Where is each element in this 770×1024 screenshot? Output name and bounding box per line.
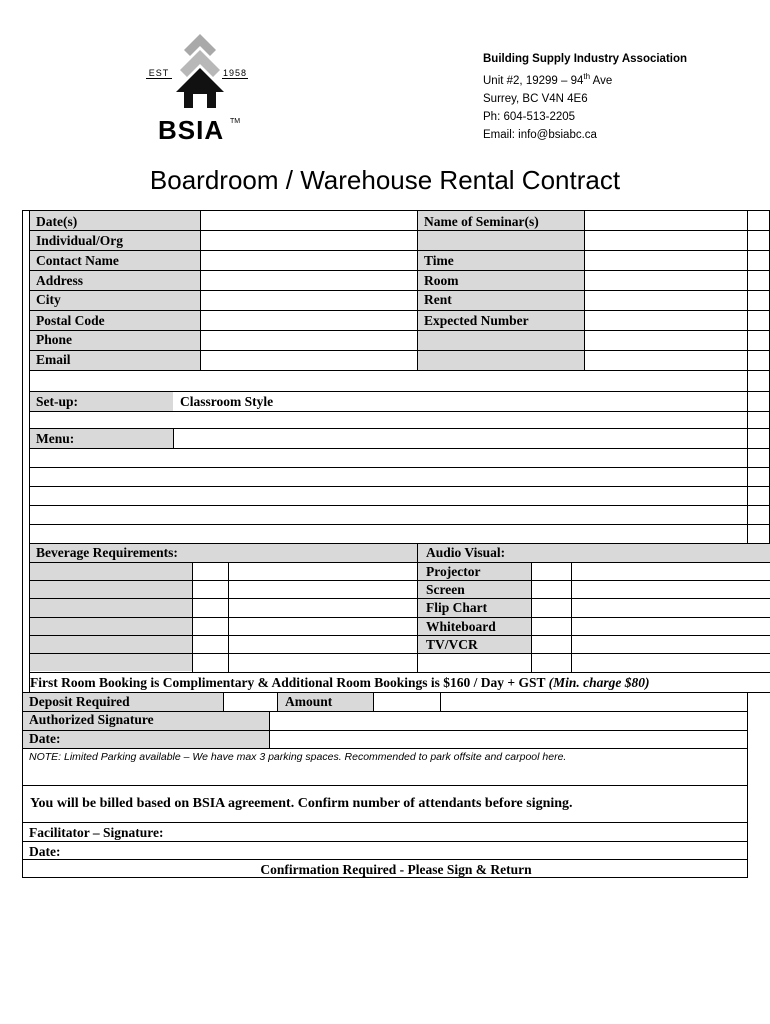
grid-line — [22, 748, 748, 749]
label-deposit: Deposit Required — [29, 694, 130, 709]
grid-line — [29, 543, 770, 544]
label-city: City — [36, 292, 61, 307]
address-line-1: Unit #2, 19299 – 94th Ave — [483, 72, 613, 87]
grid-line — [29, 505, 770, 506]
grid-line — [531, 562, 532, 672]
label-signature-date: Date: — [29, 731, 61, 746]
parking-note: NOTE: Limited Parking available – We have max 3 parking spaces. Recommended to park offsite and carpool here. — [29, 751, 567, 763]
label-setup: Set-up: — [36, 394, 79, 409]
grid-line — [29, 411, 770, 412]
input-dates[interactable] — [201, 211, 417, 230]
label-email: Email — [36, 352, 71, 367]
av-item-tv-vcr: TV/VCR — [426, 637, 478, 652]
grid-line — [29, 370, 770, 371]
label-amount: Amount — [285, 694, 333, 709]
setup-value[interactable]: Classroom Style — [180, 394, 274, 409]
input-menu[interactable] — [174, 429, 747, 448]
org-name: Building Supply Industry Association — [483, 53, 688, 65]
label-rent: Rent — [424, 292, 452, 307]
grid-line — [29, 580, 770, 581]
grid-line — [223, 692, 224, 711]
input-phone[interactable] — [201, 331, 417, 350]
label-contact-name: Contact Name — [36, 253, 119, 268]
label-menu: Menu: — [36, 431, 75, 446]
grid-line — [29, 250, 770, 251]
grid-line — [29, 330, 770, 331]
input-contact-name[interactable] — [201, 251, 417, 270]
org-email[interactable]: Email: info@bsiabc.ca — [483, 128, 597, 141]
grid-line — [29, 391, 770, 392]
billing-note: You will be billed based on BSIA agreement. Confirm number of attendants before signing. — [30, 796, 573, 811]
grid-line — [417, 210, 418, 371]
org-phone: Ph: 604-513-2205 — [483, 110, 576, 123]
input-individual-org[interactable] — [201, 231, 417, 250]
grid-line — [373, 692, 374, 711]
input-expected-number[interactable] — [585, 311, 747, 330]
grid-line — [29, 635, 770, 636]
grid-line — [29, 653, 770, 654]
footer-confirmation: Confirmation Required - Please Sign & Return — [260, 862, 532, 877]
input-authorized-signature[interactable] — [270, 712, 768, 730]
label-facilitator-date: Date: — [29, 844, 61, 859]
grid-line — [192, 562, 193, 672]
grid-line — [200, 210, 201, 371]
av-item-projector: Projector — [426, 564, 481, 579]
grid-line — [29, 210, 30, 692]
grid-line — [22, 877, 748, 878]
grid-line — [22, 841, 748, 842]
label-room: Room — [424, 273, 459, 288]
label-time: Time — [424, 253, 454, 268]
logo-est-label: EST — [146, 68, 172, 79]
grid-line — [29, 428, 770, 429]
label-authorized-signature: Authorized Signature — [29, 712, 154, 727]
input-city[interactable] — [201, 291, 417, 310]
grid-line — [747, 210, 748, 544]
av-item-flip-chart: Flip Chart — [426, 600, 488, 615]
grid-line — [29, 448, 770, 449]
grid-line — [29, 290, 770, 291]
grid-line — [173, 428, 174, 448]
bsia-logo — [140, 34, 260, 146]
grid-line — [29, 230, 770, 231]
label-audio-visual: Audio Visual: — [426, 545, 506, 560]
label-dates: Date(s) — [36, 214, 78, 229]
input-address[interactable] — [201, 271, 417, 290]
grid-line — [29, 672, 770, 673]
grid-line — [29, 270, 770, 271]
grid-line — [22, 730, 748, 731]
label-postal-code: Postal Code — [36, 313, 105, 328]
grid-line — [277, 692, 278, 711]
grid-line — [417, 543, 418, 672]
grid-line — [29, 617, 770, 618]
grid-line — [29, 467, 770, 468]
grid-line — [571, 562, 572, 672]
grid-line — [29, 486, 770, 487]
grid-line — [440, 692, 441, 711]
page-title: Boardroom / Warehouse Rental Contract — [149, 165, 621, 195]
label-individual-org: Individual/Org — [36, 233, 124, 248]
grid-line — [22, 711, 748, 712]
grid-line — [22, 785, 748, 786]
grid-line — [29, 524, 770, 525]
logo-tm: TM — [230, 118, 241, 125]
grid-line — [29, 310, 770, 311]
grid-line — [29, 350, 770, 351]
label-expected-number: Expected Number — [424, 313, 529, 328]
grid-line — [22, 210, 770, 211]
input-amount[interactable] — [374, 693, 440, 711]
label-beverage: Beverage Requirements: — [36, 545, 178, 560]
rental-form — [22, 210, 770, 878]
address-line-2: Surrey, BC V4N 4E6 — [483, 92, 588, 105]
av-item-screen: Screen — [426, 582, 465, 597]
input-email[interactable] — [201, 351, 417, 370]
logo-year: 1958 — [222, 68, 248, 78]
grid-line — [22, 210, 23, 878]
input-rent[interactable] — [585, 291, 747, 310]
input-signature-date[interactable] — [270, 731, 768, 748]
grid-line — [584, 210, 585, 371]
logo-wordmark: BSIA — [158, 115, 225, 145]
label-seminar-name: Name of Seminar(s) — [424, 214, 539, 229]
label-address: Address — [36, 273, 84, 288]
label-phone: Phone — [36, 332, 73, 347]
org-address-block — [483, 50, 687, 144]
input-seminar-name[interactable] — [585, 211, 747, 230]
grid-line — [22, 692, 770, 693]
label-facilitator-signature: Facilitator – Signature: — [29, 825, 164, 840]
grid-line — [22, 859, 748, 860]
input-room[interactable] — [585, 271, 747, 290]
av-item-whiteboard: Whiteboard — [426, 619, 496, 634]
input-postal-code[interactable] — [201, 311, 417, 330]
pricing-line: First Room Booking is Complimentary & Additional Room Bookings is $160 / Day + GST (Min. charge $80) — [30, 675, 650, 690]
grid-line — [228, 562, 229, 672]
grid-line — [29, 598, 770, 599]
grid-line — [29, 562, 770, 563]
grid-line — [22, 822, 748, 823]
input-time[interactable] — [585, 251, 747, 270]
